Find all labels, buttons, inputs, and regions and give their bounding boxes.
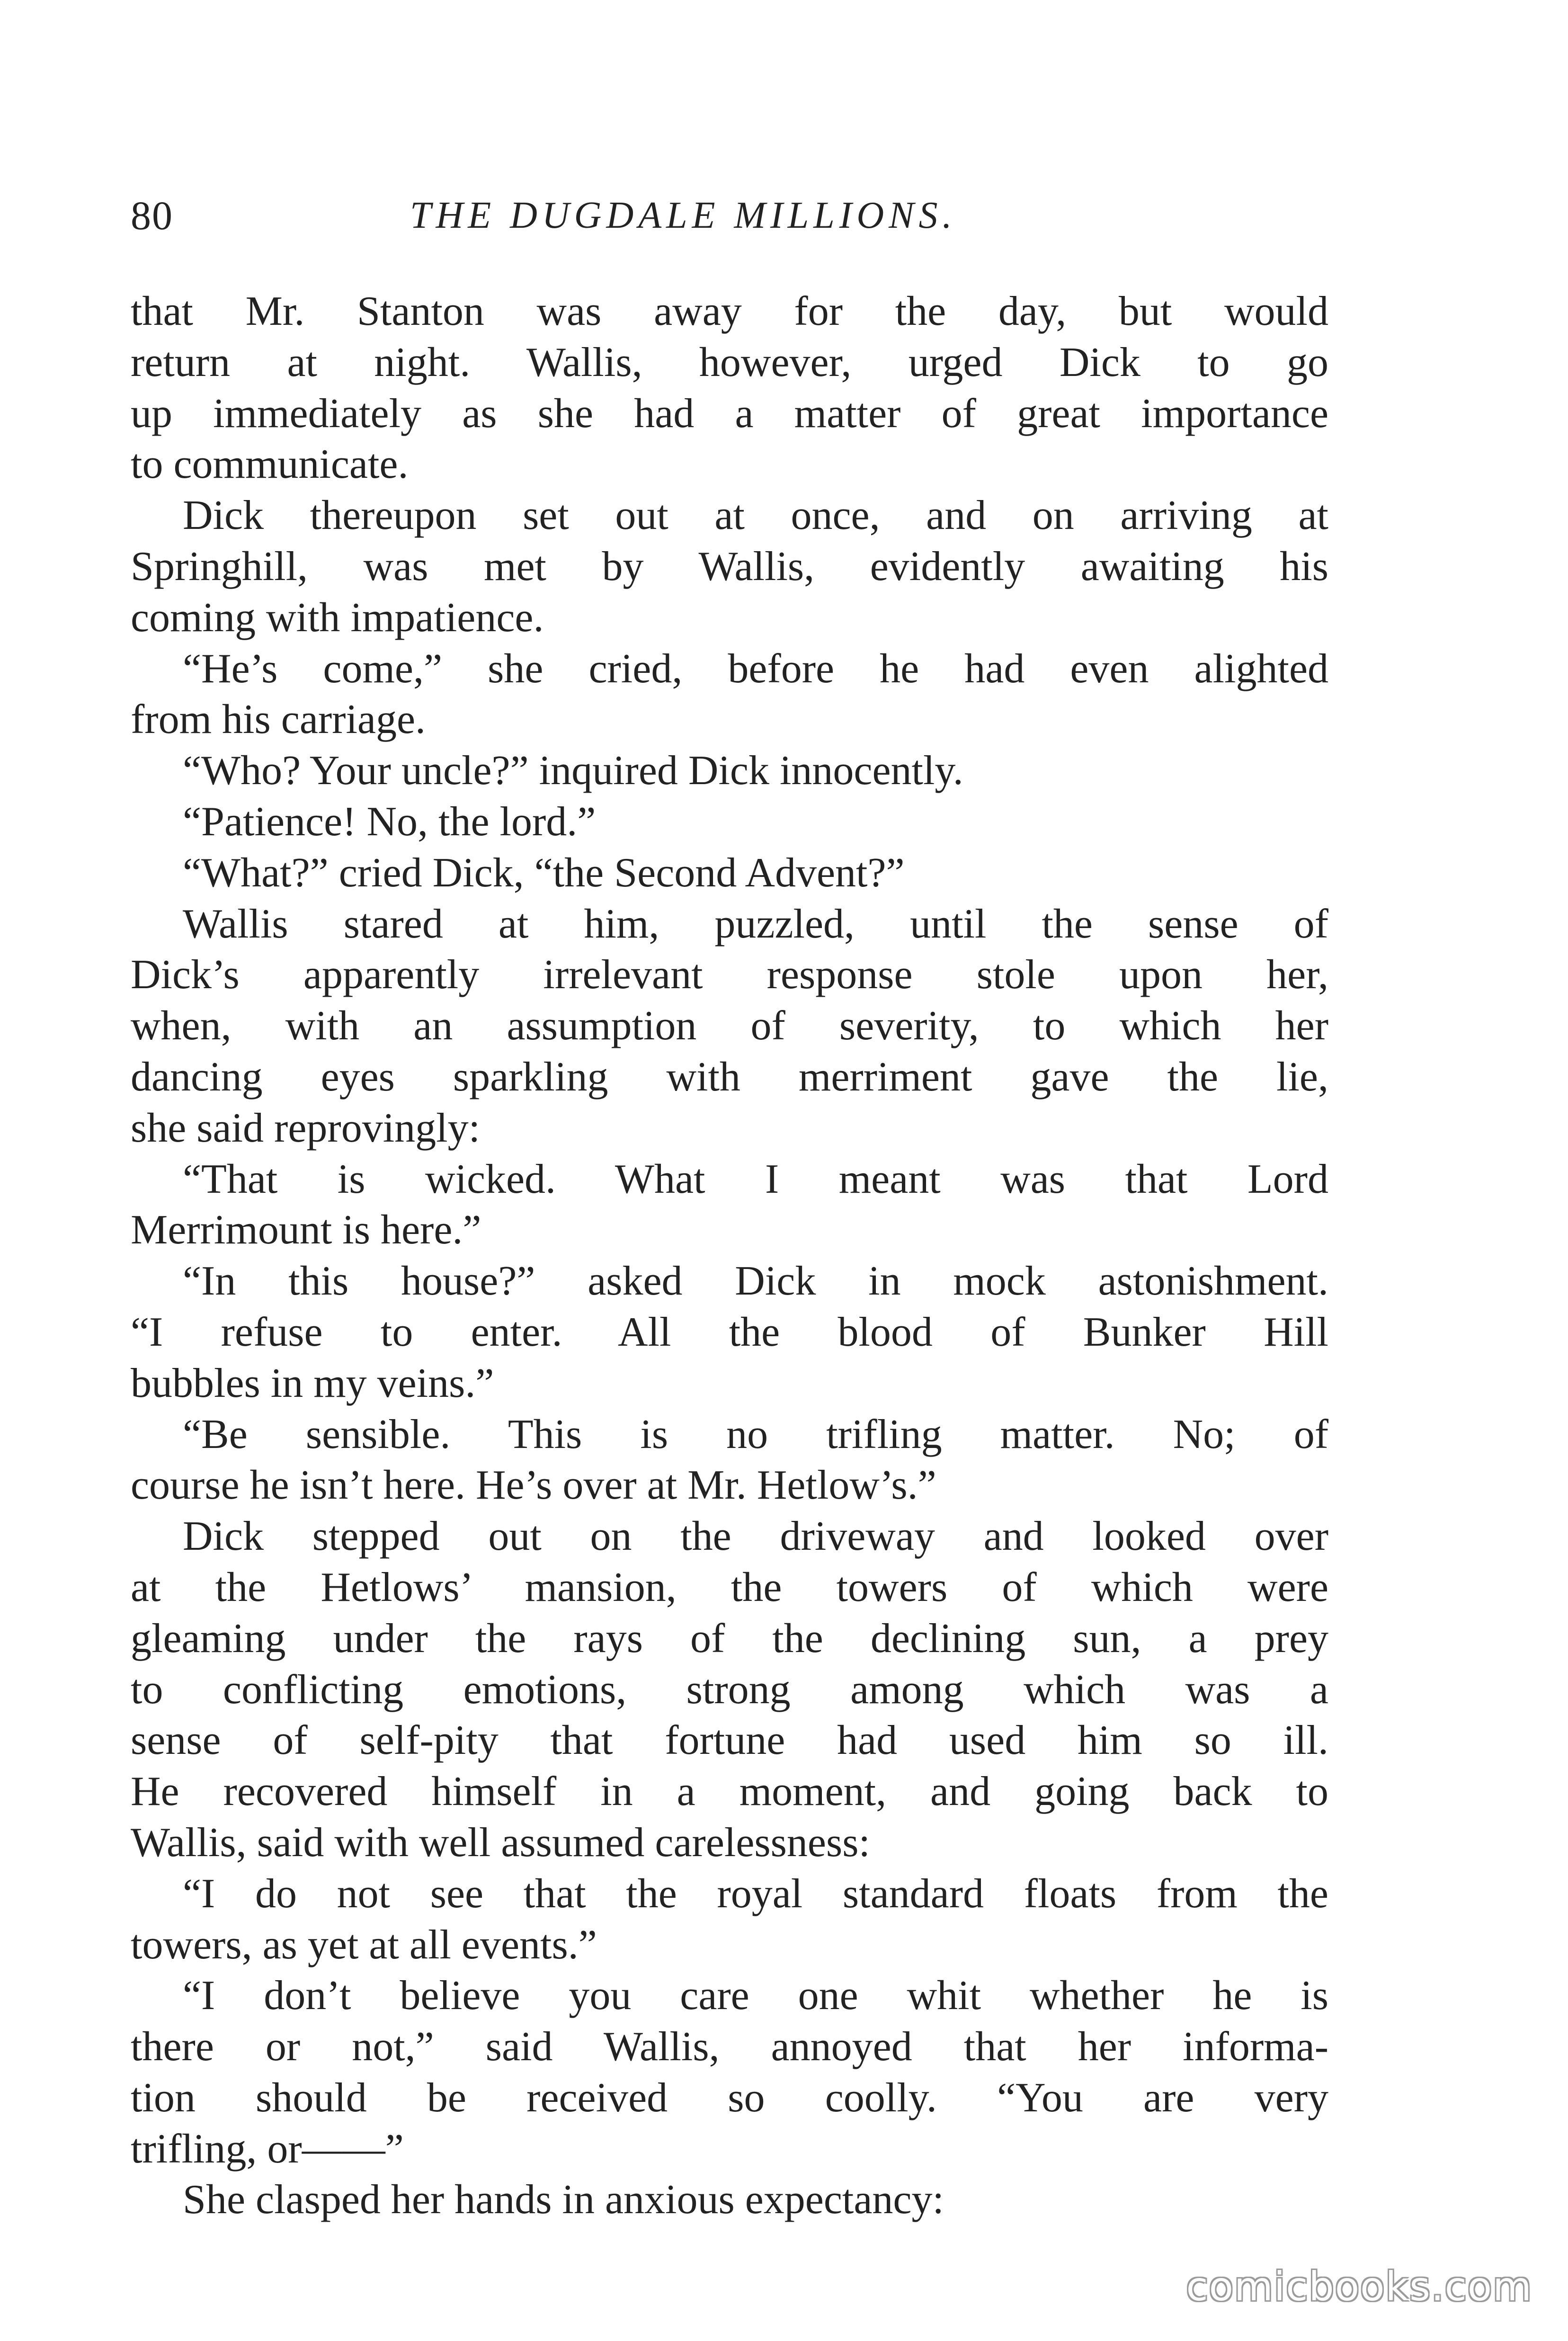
running-title: THE DUGDALE MILLIONS.: [410, 195, 957, 236]
text-line: “I don’t believe you care one whit whether he is: [183, 1973, 1328, 2019]
body-text: [131, 286, 1328, 2225]
text-line: He recovered himself in a moment, and going back to: [131, 1769, 1328, 1815]
text-line: “In this house?” asked Dick in mock astonishment.: [183, 1258, 1328, 1305]
text-line: “Be sensible. This is no trifling matter. No; of: [183, 1411, 1328, 1457]
text-line: to conflicting emotions, strong among which was a: [131, 1666, 1328, 1713]
text-line: “What?” cried Dick, “the Second Advent?”: [183, 849, 905, 896]
watermark: comicbooks.com: [1186, 2263, 1532, 2310]
text-line: coming with impatience.: [131, 594, 544, 641]
text-line: “He’s come,” she cried, before he had even alighted: [183, 645, 1328, 692]
text-line: from his carriage.: [131, 697, 426, 743]
text-line: trifling, or——”: [131, 2126, 404, 2172]
text-line: sense of self-pity that fortune had used him so ill.: [131, 1717, 1328, 1764]
text-line: bubbles in my veins.”: [131, 1360, 494, 1406]
text-line: Wallis, said with well assumed carelessness:: [131, 1819, 870, 1866]
text-line: towers, as yet at all events.”: [131, 1921, 597, 1968]
text-line: there or not,” said Wallis, annoyed that her informa-: [131, 2024, 1328, 2070]
text-line: she said reprovingly:: [131, 1105, 481, 1151]
text-line: Dick’s apparently irrelevant response stole upon her,: [131, 952, 1328, 998]
text-line: She clasped her hands in anxious expectancy:: [183, 2177, 944, 2223]
page-number: 80: [131, 193, 173, 238]
text-line: Dick stepped out on the driveway and looked over: [183, 1513, 1328, 1560]
text-line: return at night. Wallis, however, urged Dick to go: [131, 339, 1328, 385]
text-line: “Patience! No, the lord.”: [183, 798, 596, 845]
text-line: at the Hetlows’ mansion, the towers of which were: [131, 1564, 1328, 1610]
text-line: gleaming under the rays of the declining sun, a prey: [131, 1615, 1328, 1662]
text-line: tion should be received so coolly. “You are very: [131, 2074, 1328, 2121]
text-line: “I do not see that the royal standard floats from the: [183, 1870, 1328, 1917]
text-line: Springhill, was met by Wallis, evidently awaiting his: [131, 543, 1328, 590]
text-line: dancing eyes sparkling with merriment gave the lie,: [131, 1054, 1328, 1100]
text-line: “That is wicked. What I meant was that Lord: [183, 1156, 1328, 1202]
text-line: “Who? Your uncle?” inquired Dick innocently.: [183, 748, 963, 794]
text-line: Merrimount is here.”: [131, 1207, 481, 1253]
text-line: Dick thereupon set out at once, and on arriving at: [183, 492, 1328, 539]
text-line: that Mr. Stanton was away for the day, but would: [131, 288, 1328, 334]
page-header: [131, 187, 1333, 244]
text-line: when, with an assumption of severity, to which her: [131, 1003, 1328, 1049]
text-line: Wallis stared at him, puzzled, until the sense of: [183, 901, 1328, 947]
text-line: course he isn’t here. He’s over at Mr. Hetlow’s.”: [131, 1462, 936, 1509]
text-line: “I refuse to enter. All the blood of Bunker Hill: [131, 1309, 1328, 1355]
text-line: to communicate.: [131, 441, 409, 488]
text-line: up immediately as she had a matter of great importance: [131, 390, 1328, 437]
